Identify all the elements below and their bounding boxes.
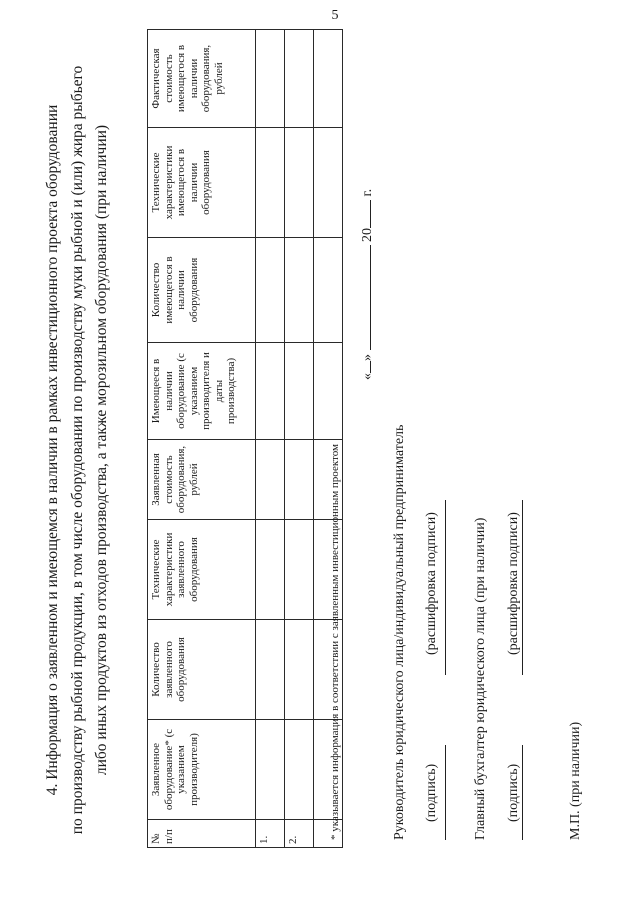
table-cell: [285, 520, 314, 620]
table-cell: [256, 238, 285, 343]
day-blank: [370, 361, 371, 373]
table-cell: [256, 343, 285, 440]
head-decoding-caption: (расшифровка подписи): [424, 512, 439, 655]
table-cell: 2.: [285, 820, 314, 848]
heading-line-2: по производству рыбной продукции, в том числе оборудовании по производству муки рыбной и (или) жира рыбьего: [69, 65, 86, 835]
column-header: Фактическая стоимость имеющегося в наличии оборудования, рублей: [148, 30, 256, 128]
column-header: Технические характеристики имеющегося в наличии оборудования: [148, 128, 256, 238]
head-signature-line: [445, 745, 446, 840]
table-row: [285, 30, 314, 848]
equipment-table: [147, 29, 343, 848]
table-cell: [285, 238, 314, 343]
heading-line-1: 4. Информация о заявленном и имеющемся в наличии в рамках инвестиционного проекта оборудовании: [44, 104, 61, 796]
date-close-quote: »: [360, 354, 375, 361]
column-header: Имеющееся в наличии оборудование (с указанием производителя и даты производства): [148, 343, 256, 440]
accountant-signature-caption: (подпись): [506, 763, 521, 822]
column-header: Заявленное оборудование* (с указанием производителя): [148, 720, 256, 820]
heading-line-3: либо иных продуктов из отходов производства, а также морозильном оборудования (при наличии): [93, 124, 110, 776]
column-header: № п/п: [148, 820, 256, 848]
column-header: Количество имеющегося в наличии оборудования: [148, 238, 256, 343]
accountant-signature-line: [522, 745, 523, 840]
table-cell: [314, 30, 343, 128]
year-suffix: г.: [360, 188, 375, 197]
table-cell: [285, 720, 314, 820]
accountant-signatory-title: Главный бухгалтер юридического лица (при наличии): [473, 517, 488, 840]
table-cell: [256, 30, 285, 128]
table-cell: [256, 128, 285, 238]
column-header: Количество заявленного оборудования: [148, 620, 256, 720]
table-cell: [285, 343, 314, 440]
year-blank: [370, 200, 371, 228]
table-cell: [314, 343, 343, 440]
footnote: * указывается информация в соответствии с заявленным инвестиционным проектом: [329, 444, 341, 840]
rotated-sheet: [0, 20, 640, 880]
table-cell: [256, 620, 285, 720]
table-cell: [314, 128, 343, 238]
table-row: [256, 30, 285, 848]
table-cell: [285, 30, 314, 128]
month-blank: [370, 246, 371, 351]
table-cell: [285, 440, 314, 520]
head-decoding-line: [445, 500, 446, 675]
page-number: 5: [331, 8, 339, 23]
date-open-quote: «: [360, 373, 375, 380]
table-cell: [285, 128, 314, 238]
table-cell: [256, 720, 285, 820]
stamp-label: М.П. (при наличии): [568, 721, 583, 840]
table-cell: [285, 620, 314, 720]
column-header: Заявленная стоимость оборудования, рублей: [148, 440, 256, 520]
accountant-decoding-line: [522, 500, 523, 675]
year-prefix: 20: [360, 228, 375, 242]
table-cell: [314, 238, 343, 343]
table-header-row: [148, 30, 256, 848]
table-cell: [256, 520, 285, 620]
table-cell: 1.: [256, 820, 285, 848]
date-line: [360, 189, 376, 380]
head-signatory-title: Руководитель юридического лица/индивидуальный предприниматель: [392, 424, 407, 840]
head-signature-caption: (подпись): [424, 763, 439, 822]
column-header: Технические характеристики заявленного оборудования: [148, 520, 256, 620]
accountant-decoding-caption: (расшифровка подписи): [506, 512, 521, 655]
table-cell: [256, 440, 285, 520]
